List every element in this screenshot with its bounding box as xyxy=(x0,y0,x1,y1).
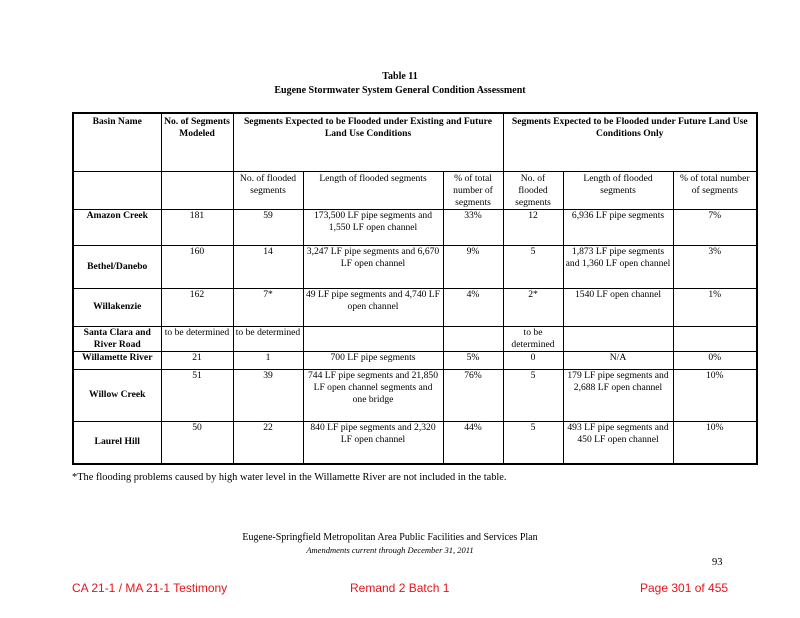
cell-basin: Santa Clara and River Road xyxy=(73,326,161,351)
cell-ef-no: 14 xyxy=(233,245,303,288)
cell-fo-length: 179 LF pipe segments and 2,688 LF open channel xyxy=(563,369,673,421)
cell-ef-pct: 9% xyxy=(443,245,503,288)
cell-ef-length: 840 LF pipe segments and 2,320 LF open channel xyxy=(303,421,443,464)
stamp-batch: Remand 2 Batch 1 xyxy=(350,581,450,595)
header-basin-name: Basin Name xyxy=(73,113,161,171)
cell-fo-no: 2* xyxy=(503,288,563,326)
subheader-empty xyxy=(73,171,161,209)
cell-ef-length: 173,500 LF pipe segments and 1,550 LF open channel xyxy=(303,209,443,245)
cell-fo-no: 5 xyxy=(503,369,563,421)
cell-modeled: 21 xyxy=(161,351,233,369)
cell-ef-no: 59 xyxy=(233,209,303,245)
cell-fo-pct: 0% xyxy=(673,351,757,369)
cell-fo-pct: 7% xyxy=(673,209,757,245)
cell-fo-pct: 10% xyxy=(673,369,757,421)
cell-basin: Amazon Creek xyxy=(73,209,161,245)
table-row xyxy=(73,326,757,351)
table-row xyxy=(73,369,757,421)
condition-assessment-table xyxy=(72,112,758,465)
stamp-testimony: CA 21-1 / MA 21-1 Testimony xyxy=(72,581,228,595)
cell-ef-length xyxy=(303,326,443,351)
cell-fo-pct: 1% xyxy=(673,288,757,326)
cell-modeled: 50 xyxy=(161,421,233,464)
cell-fo-length: 1,873 LF pipe segments and 1,360 LF open channel xyxy=(563,245,673,288)
cell-ef-no: to be determined xyxy=(233,326,303,351)
cell-fo-pct xyxy=(673,326,757,351)
subheader-fo-no: No. of flooded segments xyxy=(503,171,563,209)
cell-fo-length: 6,936 LF pipe segments xyxy=(563,209,673,245)
table-row xyxy=(73,209,757,245)
page-number: 93 xyxy=(712,557,723,568)
cell-fo-length: 1540 LF open channel xyxy=(563,288,673,326)
table-number: Table 11 xyxy=(382,71,418,82)
cell-ef-length: 700 LF pipe segments xyxy=(303,351,443,369)
cell-ef-pct: 5% xyxy=(443,351,503,369)
subheader-ef-length: Length of flooded segments xyxy=(303,171,443,209)
footer-amendments: Amendments current through December 31, 2011 xyxy=(306,545,474,555)
cell-ef-length: 49 LF pipe segments and 4,740 LF open channel xyxy=(303,288,443,326)
cell-basin: Willamette River xyxy=(73,351,161,369)
cell-fo-pct: 10% xyxy=(673,421,757,464)
cell-fo-length xyxy=(563,326,673,351)
subheader-fo-length: Length of flooded segments xyxy=(563,171,673,209)
cell-fo-no: 0 xyxy=(503,351,563,369)
subheader-ef-no: No. of flooded segments xyxy=(233,171,303,209)
table-row xyxy=(73,351,757,369)
cell-ef-length: 3,247 LF pipe segments and 6,670 LF open channel xyxy=(303,245,443,288)
cell-ef-no: 7* xyxy=(233,288,303,326)
table-row xyxy=(73,245,757,288)
cell-ef-pct: 76% xyxy=(443,369,503,421)
header-future-only: Segments Expected to be Flooded under Future Land Use Conditions Only xyxy=(503,113,757,171)
cell-ef-no: 39 xyxy=(233,369,303,421)
cell-basin: Willow Creek xyxy=(73,369,161,421)
cell-modeled: 181 xyxy=(161,209,233,245)
table-title: Eugene Stormwater System General Condition Assessment xyxy=(274,85,526,96)
cell-basin: Willakenzie xyxy=(73,288,161,326)
cell-ef-pct xyxy=(443,326,503,351)
subheader-fo-pct: % of total number of segments xyxy=(673,171,757,209)
cell-fo-no: 5 xyxy=(503,421,563,464)
cell-ef-pct: 4% xyxy=(443,288,503,326)
cell-modeled: 160 xyxy=(161,245,233,288)
header-segments-modeled: No. of Segments Modeled xyxy=(161,113,233,171)
cell-ef-pct: 33% xyxy=(443,209,503,245)
cell-modeled: 162 xyxy=(161,288,233,326)
cell-ef-length: 744 LF pipe segments and 21,850 LF open channel segments and one bridge xyxy=(303,369,443,421)
cell-ef-no: 1 xyxy=(233,351,303,369)
table-row xyxy=(73,288,757,326)
subheader-ef-pct: % of total number of segments xyxy=(443,171,503,209)
stamp-page-count: Page 301 of 455 xyxy=(640,581,729,595)
cell-fo-no: to be determined xyxy=(503,326,563,351)
cell-fo-pct: 3% xyxy=(673,245,757,288)
footnote: *The flooding problems caused by high water level in the Willamette River are not included in the table. xyxy=(72,472,507,483)
cell-ef-pct: 44% xyxy=(443,421,503,464)
table-row xyxy=(73,421,757,464)
subheader-empty xyxy=(161,171,233,209)
header-existing-future: Segments Expected to be Flooded under Existing and Future Land Use Conditions xyxy=(233,113,503,171)
cell-fo-length: 493 LF pipe segments and 450 LF open channel xyxy=(563,421,673,464)
cell-fo-no: 5 xyxy=(503,245,563,288)
cell-basin: Laurel Hill xyxy=(73,421,161,464)
cell-modeled: 51 xyxy=(161,369,233,421)
cell-basin: Bethel/Danebo xyxy=(73,245,161,288)
cell-fo-length: N/A xyxy=(563,351,673,369)
cell-fo-no: 12 xyxy=(503,209,563,245)
footer-plan-title: Eugene-Springfield Metropolitan Area Public Facilities and Services Plan xyxy=(242,532,538,543)
cell-modeled: to be determined xyxy=(161,326,233,351)
cell-ef-no: 22 xyxy=(233,421,303,464)
